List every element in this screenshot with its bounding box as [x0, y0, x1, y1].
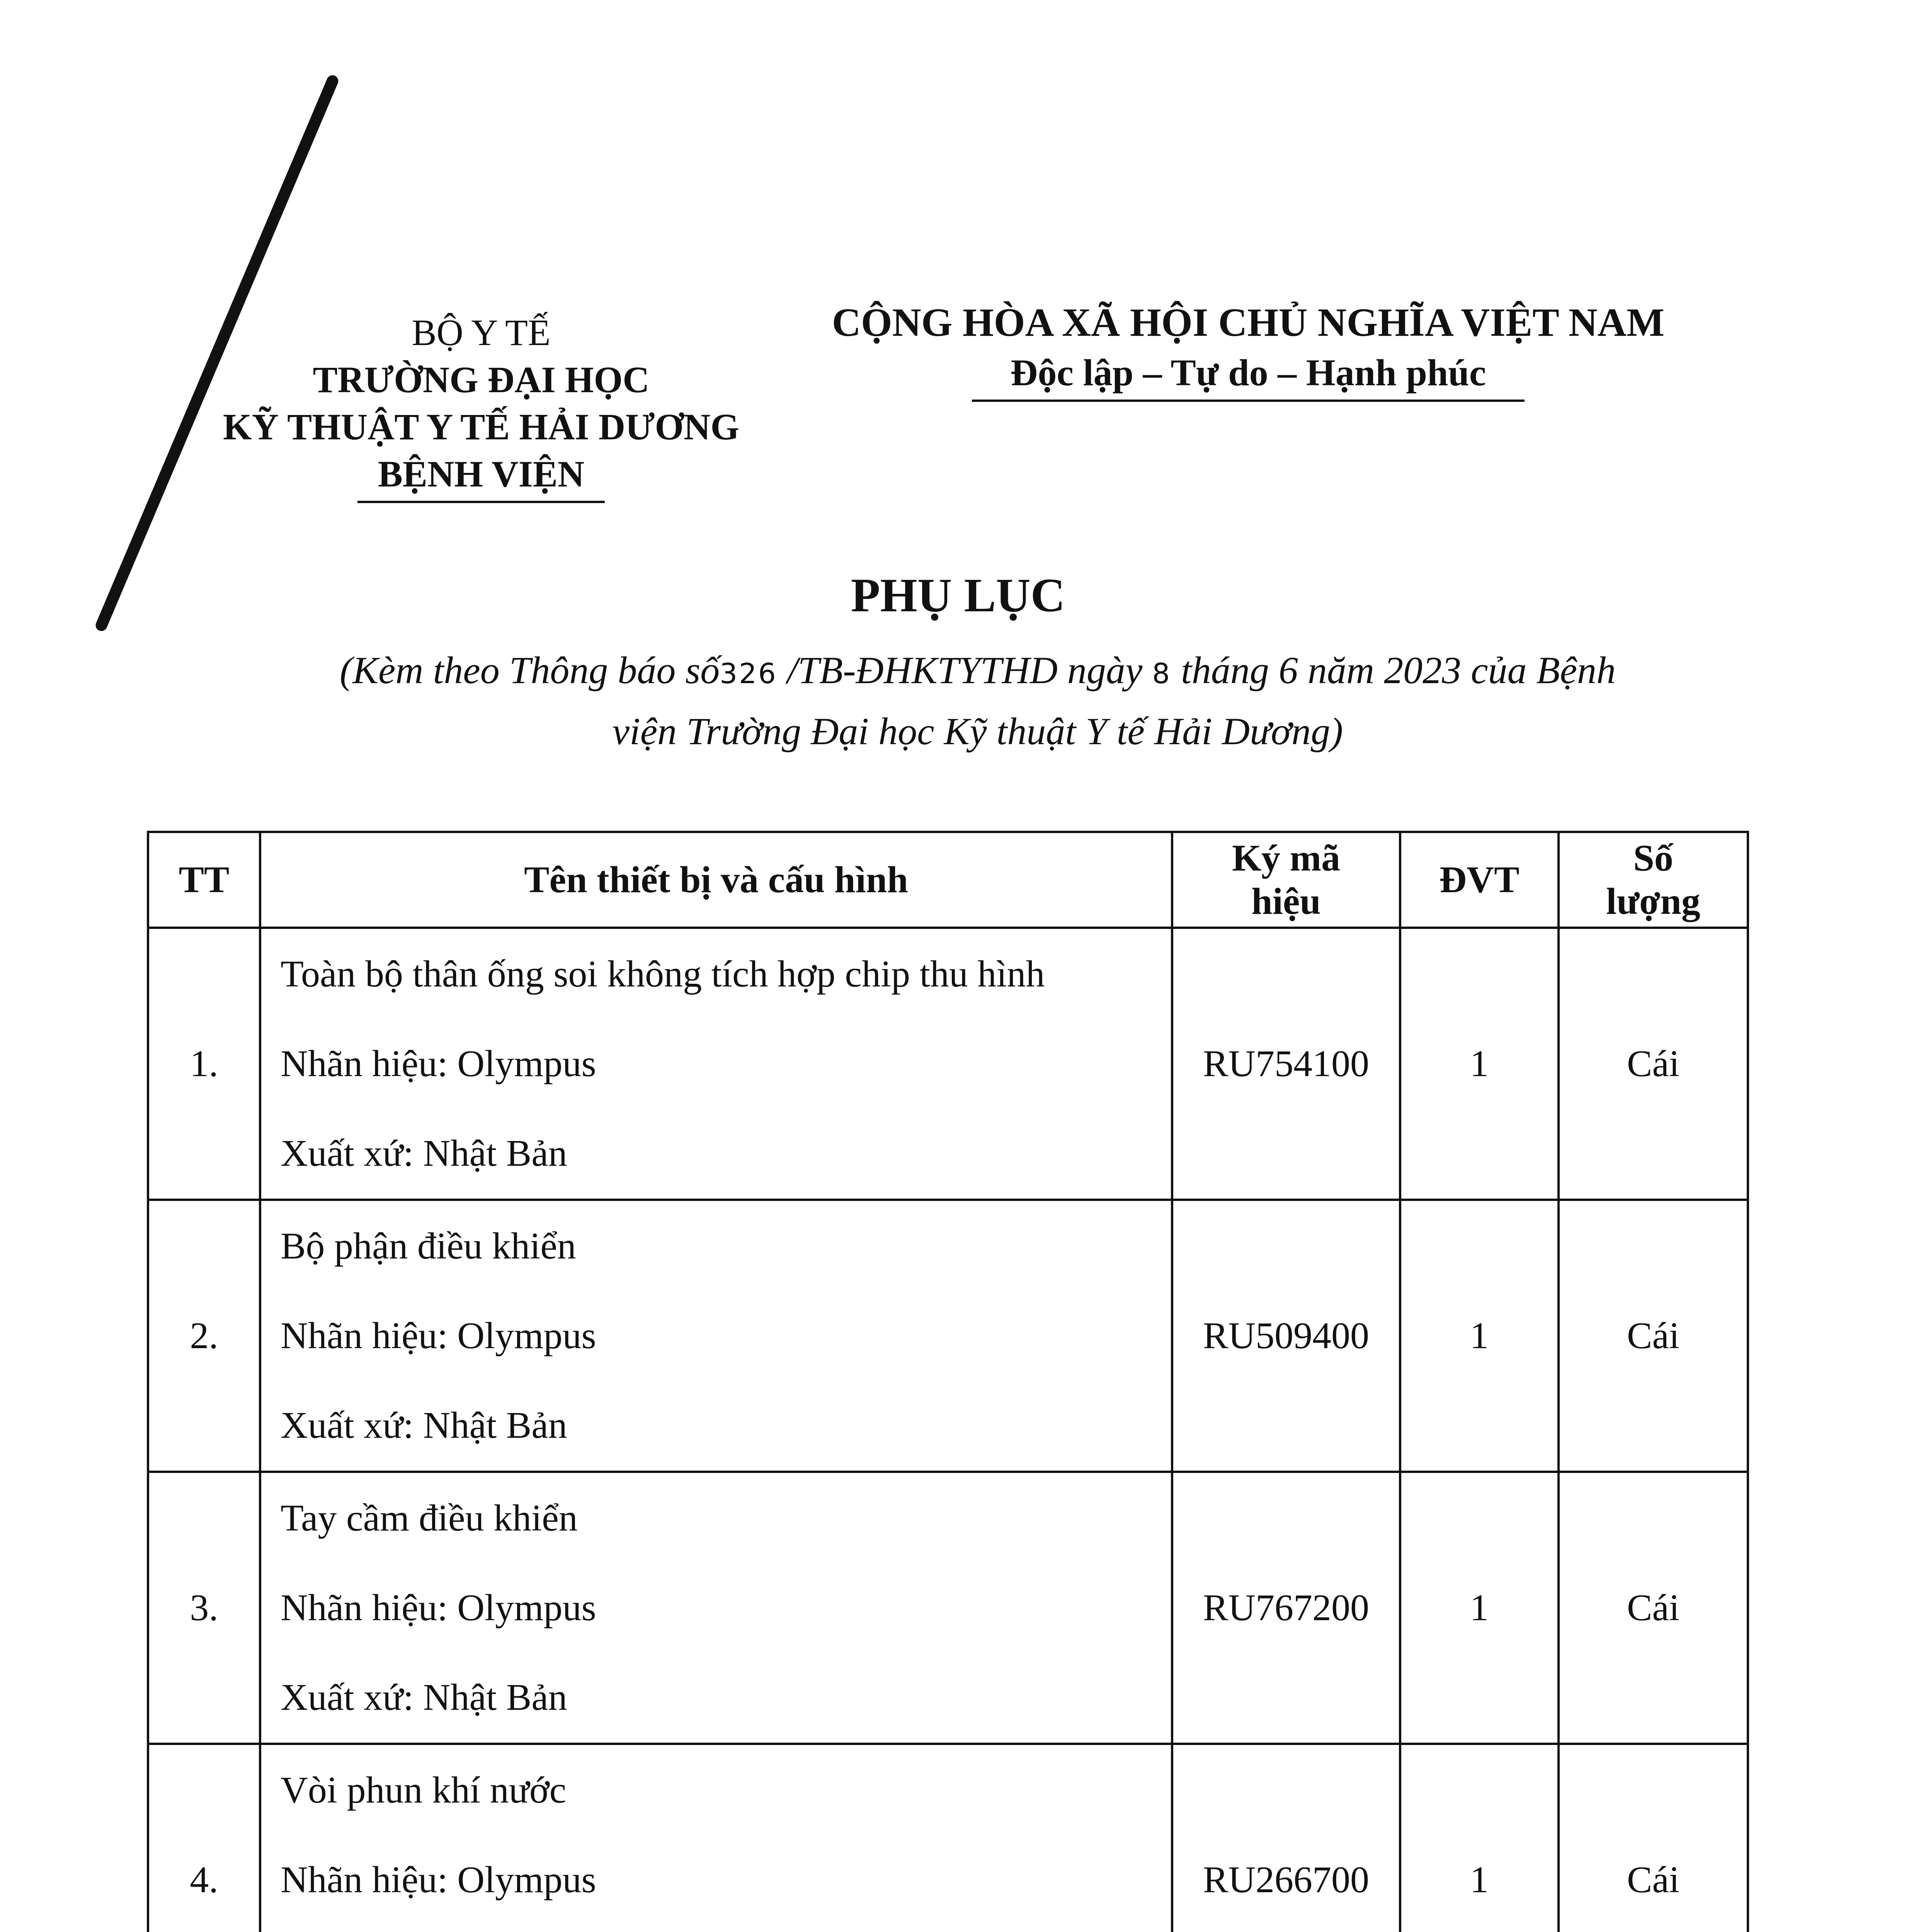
item-origin: Xuất xứ: Nhật Bản — [281, 1677, 567, 1718]
table-row — [148, 1200, 1748, 1472]
school-name-line1: TRƯỜNG ĐẠI HỌC — [313, 359, 650, 400]
item-name: Tay cầm điều khiển — [281, 1497, 578, 1539]
row-code: RU767200 — [1172, 1472, 1400, 1744]
item-brand: Nhãn hiệu: Olympus — [281, 1859, 596, 1901]
row-dvt: 1 — [1400, 1200, 1559, 1472]
row-description — [260, 1472, 1172, 1744]
item-name: Bộ phận điều khiển — [281, 1225, 576, 1267]
header-qty — [1559, 832, 1748, 928]
row-description — [260, 1744, 1172, 1932]
unit-name: BỆNH VIỆN — [378, 453, 585, 495]
motto-underline — [972, 400, 1525, 402]
row-dvt: 1 — [1400, 928, 1559, 1200]
row-code: RU754100 — [1172, 928, 1400, 1200]
subtitle-line2: viện Trường Đại học Kỹ thuật Y tế Hải Dương) — [612, 710, 1343, 753]
header-unit: ĐVT — [1400, 832, 1559, 928]
item-name: Vòi phun khí nước — [281, 1769, 567, 1811]
item-brand: Nhãn hiệu: Olympus — [281, 1315, 596, 1357]
national-header — [792, 298, 1704, 402]
table-row — [148, 1472, 1748, 1744]
row-qty: Cái — [1559, 928, 1748, 1200]
document-title: PHỤ LỤC — [851, 569, 1065, 622]
item-origin: Xuất xứ: Nhật Bản — [281, 1405, 567, 1446]
handwritten-number: 326 — [720, 657, 778, 690]
handwritten-day: 8 — [1152, 657, 1172, 690]
item-brand: Nhãn hiệu: Olympus — [281, 1043, 596, 1085]
row-tt: 4. — [148, 1744, 260, 1932]
row-dvt: 1 — [1400, 1472, 1559, 1744]
ministry-name: BỘ Y TẾ — [412, 312, 551, 353]
row-description — [260, 1200, 1172, 1472]
row-code: RU266700 — [1172, 1744, 1400, 1932]
school-name-line2: KỸ THUẬT Y TẾ HẢI DƯƠNG — [223, 406, 740, 447]
header-qty-line1: Số — [1633, 837, 1673, 879]
document-subtitle — [178, 641, 1778, 760]
row-description — [260, 928, 1172, 1200]
header-tt: TT — [148, 832, 260, 928]
national-motto: Độc lập – Tự do – Hạnh phúc — [1010, 352, 1486, 394]
row-tt: 3. — [148, 1472, 260, 1744]
item-origin — [281, 1925, 1171, 1932]
country-name: CỘNG HÒA XÃ HỘI CHỦ NGHĨA VIỆT NAM — [832, 300, 1665, 345]
subtitle-part2: /TB-ĐHKTYTHD ngày — [787, 649, 1143, 692]
issuer-header — [166, 309, 796, 503]
item-brand: Nhãn hiệu: Olympus — [281, 1587, 596, 1629]
subtitle-part1: (Kèm theo Thông báo số — [339, 649, 720, 692]
row-dvt: 1 — [1400, 1744, 1559, 1932]
header-qty-line2: lượng — [1606, 881, 1700, 922]
item-name: Toàn bộ thân ống soi không tích hợp chip thu hình — [281, 953, 1045, 995]
table-header-row — [148, 832, 1748, 928]
issuer-underline — [357, 501, 605, 503]
row-tt: 2. — [148, 1200, 260, 1472]
row-qty: Cái — [1559, 1200, 1748, 1472]
header-name: Tên thiết bị và cấu hình — [260, 832, 1172, 928]
row-qty: Cái — [1559, 1472, 1748, 1744]
header-code-line2: hiệu — [1251, 881, 1321, 922]
header-code-line1: Ký mã — [1232, 837, 1341, 879]
item-origin: Xuất xứ: Nhật Bản — [281, 1133, 567, 1174]
table-row — [148, 928, 1748, 1200]
header-code — [1172, 832, 1400, 928]
row-tt: 1. — [148, 928, 260, 1200]
row-qty: Cái — [1559, 1744, 1748, 1932]
subtitle-part3: tháng 6 năm 2023 của Bệnh — [1181, 649, 1616, 692]
equipment-table — [147, 831, 1749, 1932]
table-row — [148, 1744, 1748, 1932]
row-code: RU509400 — [1172, 1200, 1400, 1472]
